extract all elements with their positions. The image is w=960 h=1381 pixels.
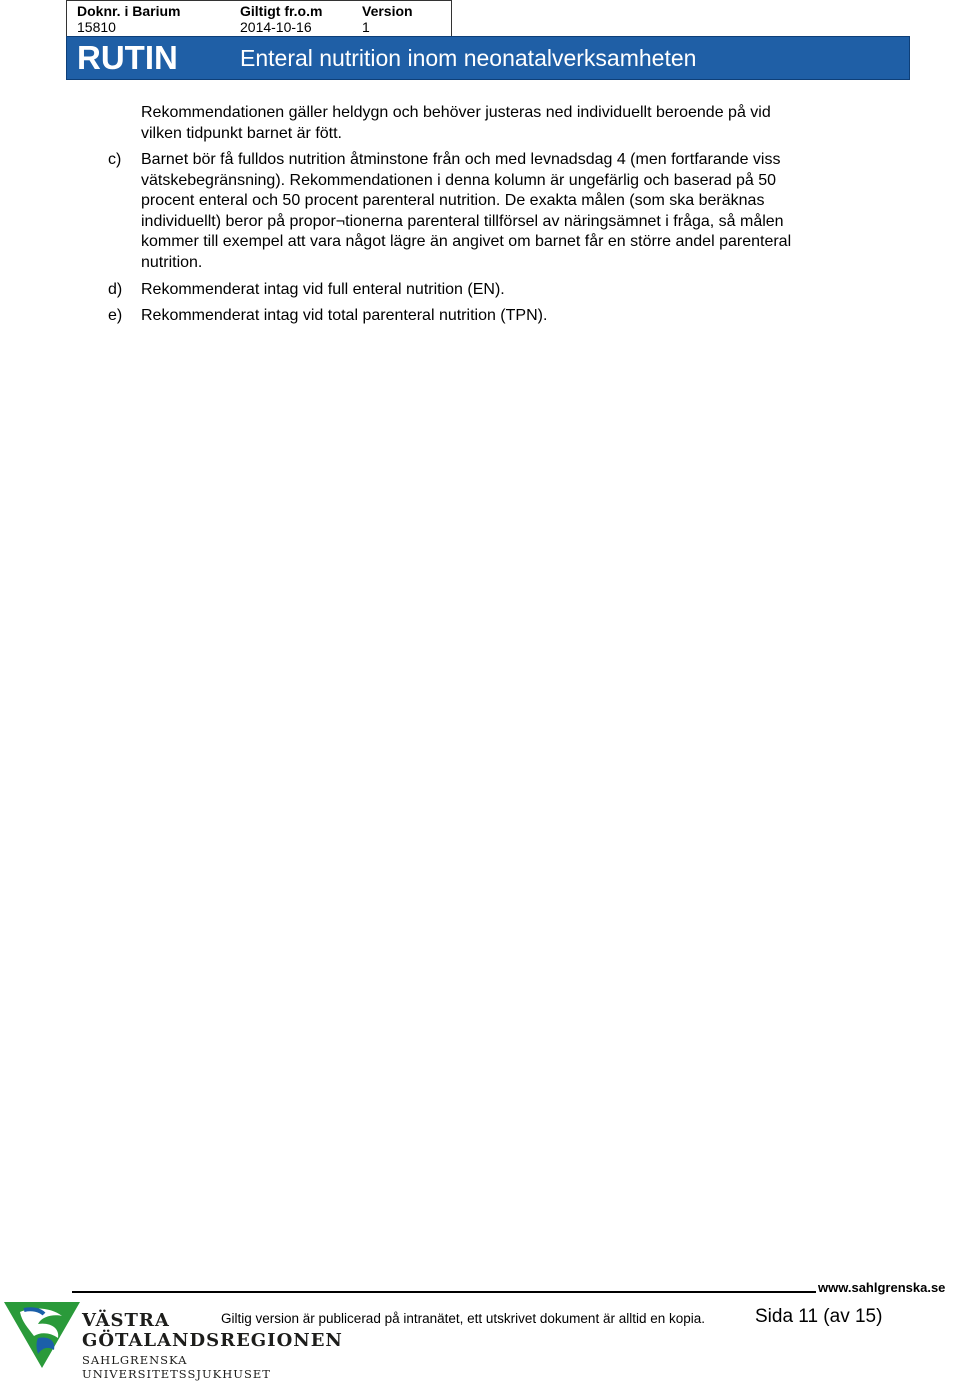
logo-text-line: VÄSTRA [82,1310,170,1331]
text-line: nutrition. [141,253,203,271]
text-line: Barnet bör få fulldos nutrition åtminstone från och med levnadsdag 4 (men fortfarande viss [141,151,781,168]
intro-line: vilken tidpunkt barnet är fött. [141,124,342,142]
vgr-logo [4,1302,354,1381]
vgr-logo-mark-icon [4,1302,80,1368]
text-line: Rekommenderat intag vid total parenteral nutrition (TPN). [141,307,548,324]
valid-from-label: Giltigt fr.o.m [240,3,323,19]
intro-line: Rekommendationen gäller heldygn och behöver justeras ned individuellt beroende på vid [141,104,771,121]
list-item-text [141,280,891,301]
text-line: vätskebegränsning). Rekommendationen i denna kolumn är ungefärlig och baserad på 50 [141,171,777,189]
logo-text-line: SAHLGRENSKA UNIVERSITETSSJUKHUSET [82,1353,271,1381]
version-label: Version [362,3,413,19]
document-title: Enteral nutrition inom neonatalverksamheten [240,45,697,71]
text-line: Rekommenderat intag vid full enteral nutrition (EN). [141,281,505,298]
doc-number-label: Doknr. i Barium [77,3,181,19]
doc-number-value: 15810 [77,19,116,35]
list-item-text [141,306,891,327]
text-line: procent enteral och 50 procent parenteral nutrition. De exakta målen (som ska beräknas [141,192,765,210]
logo-text-line: GÖTALANDSREGIONEN [82,1330,343,1351]
version-value: 1 [362,19,370,35]
title-banner [66,36,910,80]
valid-from-value: 2014-10-16 [240,19,312,35]
page-number: Sida 11 (av 15) [755,1306,883,1327]
text-line: kommer till exempel att vara något lägre än angivet om barnet får en större andel parenteral [141,233,792,251]
valid-from-cell [240,3,322,35]
document-kind: RUTIN [77,39,178,76]
footer-validity-note: Giltig version är publicerad på intranätet, ett utskrivet dokument är alltid en kopia. [221,1311,706,1326]
document-meta-box [66,0,452,37]
intro-paragraph [141,103,891,144]
list-marker: c) [108,151,122,168]
doc-number-cell [77,3,180,35]
list-item-text [141,150,891,274]
footer-url[interactable]: www.sahlgrenska.se [818,1280,946,1295]
list-marker: d) [108,281,123,298]
footer-rule [72,1291,816,1293]
text-line: individuellt) beror på propor¬tionerna parenteral tillförsel av näringsämnet i fråga, så målen [141,212,784,230]
version-cell [362,3,413,35]
list-marker: e) [108,307,123,324]
